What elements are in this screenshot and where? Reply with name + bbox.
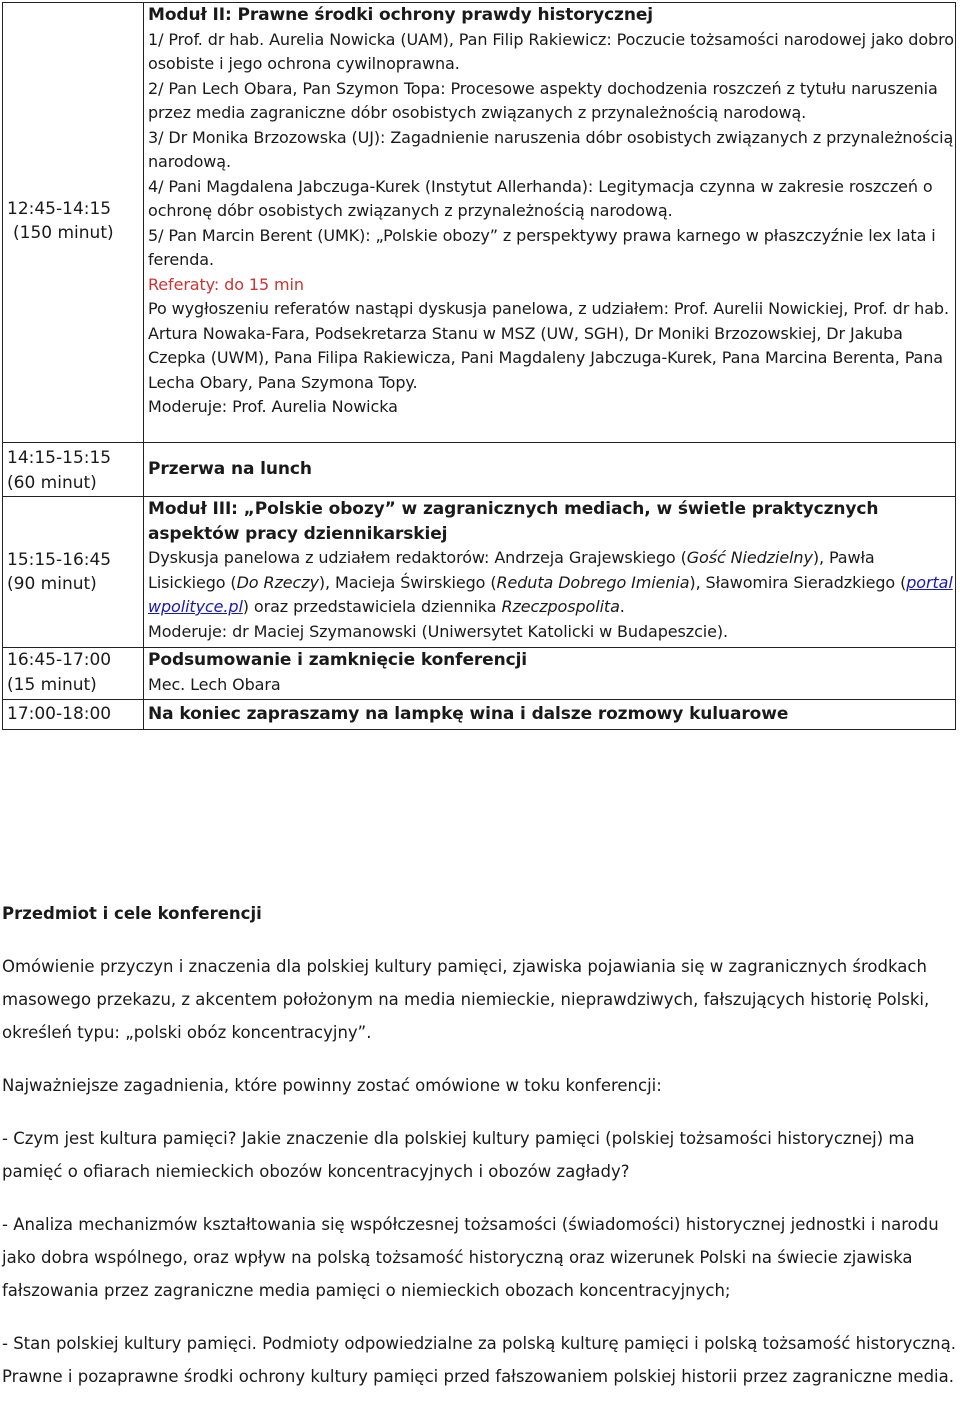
moderator: Moderuje: dr Maciej Szymanowski (Uniwersytet Katolicki w Budapeszcie). <box>148 621 728 641</box>
time-range: 16:45-17:00 <box>7 650 112 670</box>
text-span: Dyskusja panelowa z udziałem redaktorów: Andrzeja Grajewskiego ( <box>148 548 687 567</box>
session-cell <box>144 700 956 730</box>
talk-item: 5/ Pan Marcin Berent (UMK): „Polskie obozy” z perspektywy prawa karnego w płaszczyźnie lex lata i ferenda. <box>148 225 936 269</box>
time-range: 12:45-14:15 <box>7 198 112 219</box>
time-range: 17:00-18:00 <box>7 704 112 725</box>
text-span: ), Pawła Lisickiego ( <box>148 548 875 592</box>
time-range: 14:15-15:15 <box>7 448 112 468</box>
issue-item: - Stan polskiej kultury pamięci. Podmioty odpowiedzialne za polską kulturę pamięci i polską tożsamość historyczną. Prawne i pozaprawne środki ochrony kultury pamięci przed fałszowaniem polskiej historii przez zagraniczne media. <box>2 1334 956 1386</box>
schedule-row <box>3 648 956 700</box>
module-title: Podsumowanie i zamknięcie konferencji <box>148 650 528 670</box>
publication-name: Gość Niedzielny <box>686 548 813 567</box>
conference-goals <box>2 897 956 1393</box>
duration: (150 minut) <box>13 223 114 243</box>
panel-discussion <box>148 546 955 620</box>
schedule-row <box>3 3 956 443</box>
time-cell <box>3 443 144 497</box>
issue-item: - Czym jest kultura pamięci? Jakie znaczenie dla polskiej kultury pamięci (polskiej tożsamości historycznej) ma pamięć o ofiarach niemieckich obozów koncentracyjnych i obozów zagłady? <box>2 1129 915 1181</box>
time-cell <box>3 497 144 648</box>
talk-item: 4/ Pani Magdalena Jabczuga-Kurek (Instytut Allerhanda): Legitymacja czynna w zakresie roszczeń o ochronę dóbr osobistych związanych z przynależnością narodową. <box>148 176 933 220</box>
module-title: Moduł II: Prawne środki ochrony prawdy historycznej <box>148 5 654 25</box>
module-title: Przerwa na lunch <box>148 459 312 480</box>
schedule-row <box>3 700 956 730</box>
text-span: ), Sławomira Sieradzkiego ( <box>689 572 907 592</box>
duration: (15 minut) <box>7 674 97 695</box>
publication-name: Rzeczpospolita <box>501 597 620 616</box>
text-span: . <box>619 597 625 616</box>
time-cell <box>3 3 144 443</box>
time-cell <box>3 648 144 700</box>
session-cell <box>144 648 956 700</box>
time-range: 15:15-16:45 <box>7 549 112 570</box>
session-cell <box>144 497 956 648</box>
time-cell <box>3 700 144 730</box>
text-span: ), Macieja Świrskiego ( <box>318 572 497 592</box>
talk-item: 2/ Pan Lech Obara, Pan Szymon Topa: Procesowe aspekty dochodzenia roszczeń z tytułu naruszenia przez media zagraniczne dóbr osobistych związanych z przynależnością narodową. <box>148 78 938 122</box>
publication-name: Do Rzeczy <box>236 572 319 592</box>
schedule-table <box>2 2 956 730</box>
talk-length-note: Referaty: do 15 min <box>148 274 304 294</box>
schedule-row <box>3 497 956 648</box>
issues-lead: Najważniejsze zagadnienia, które powinny zostać omówione w toku konferencji: <box>2 1076 662 1095</box>
section-heading: Przedmiot i cele konferencji <box>2 904 262 923</box>
moderator: Moderuje: Prof. Aurelia Nowicka <box>148 397 398 416</box>
duration: (60 minut) <box>7 472 97 493</box>
talk-item: 1/ Prof. dr hab. Aurelia Nowicka (UAM), Pan Filip Rakiewicz: Poczucie tożsamości narodowej jako dobro osobiste i jego ochrona cywilnoprawna. <box>148 29 954 73</box>
goals-intro: Omówienie przyczyn i znaczenia dla polskiej kultury pamięci, zjawiska pojawiania się w zagranicznych środkach masowego przekazu, z akcentem położonym na media niemieckie, nieprawdziwych, fałszujących historię Polski, określeń typu: „polski obóz koncentracyjny”. <box>2 957 930 1042</box>
publication-name: Reduta Dobrego Imienia <box>496 572 690 592</box>
session-cell <box>144 443 956 497</box>
module-title: Na koniec zapraszamy na lampkę wina i dalsze rozmowy kuluarowe <box>148 704 789 725</box>
duration: (90 minut) <box>7 574 97 594</box>
text-span: ) oraz przedstawiciela dziennika <box>242 597 502 616</box>
session-cell <box>144 3 956 443</box>
speaker: Mec. Lech Obara <box>148 674 281 694</box>
issue-item: - Analiza mechanizmów kształtowania się współczesnej tożsamości (świadomości) historycznej jednostki i narodu jako dobra wspólnego, oraz wpływ na polską tożsamość historyczną oraz wizerunek Polski na świecie zjawiska fałszowania przez zagraniczne media pamięci o niemieckich obozach koncentracyjnych; <box>2 1215 939 1300</box>
schedule-row <box>3 443 956 497</box>
panel-discussion: Po wygłoszeniu referatów nastąpi dyskusja panelowa, z udziałem: Prof. Aurelii Nowickiej, Prof. dr hab. Artura Nowaka-Fara, Podsekretarza Stanu w MSZ (UW, SGH), Dr Moniki Brzozowskiej, Dr Jakuba Czepka (UWM), Pana Filipa Rakiewicza, Pani Magdaleny Jabczuga-Kurek, Pana Marcina Berenta, Pana Lecha Obary, Pana Szymona Topy. <box>148 299 949 392</box>
portal-link[interactable]: portal wpolityce.pl <box>148 572 953 616</box>
module-title: Moduł III: „Polskie obozy” w zagranicznych mediach, w świetle praktycznych aspektów pracy dziennikarskiej <box>148 499 879 544</box>
talk-item: 3/ Dr Monika Brzozowska (UJ): Zagadnienie naruszenia dóbr osobistych związanych z przynależnością narodową. <box>148 127 954 171</box>
